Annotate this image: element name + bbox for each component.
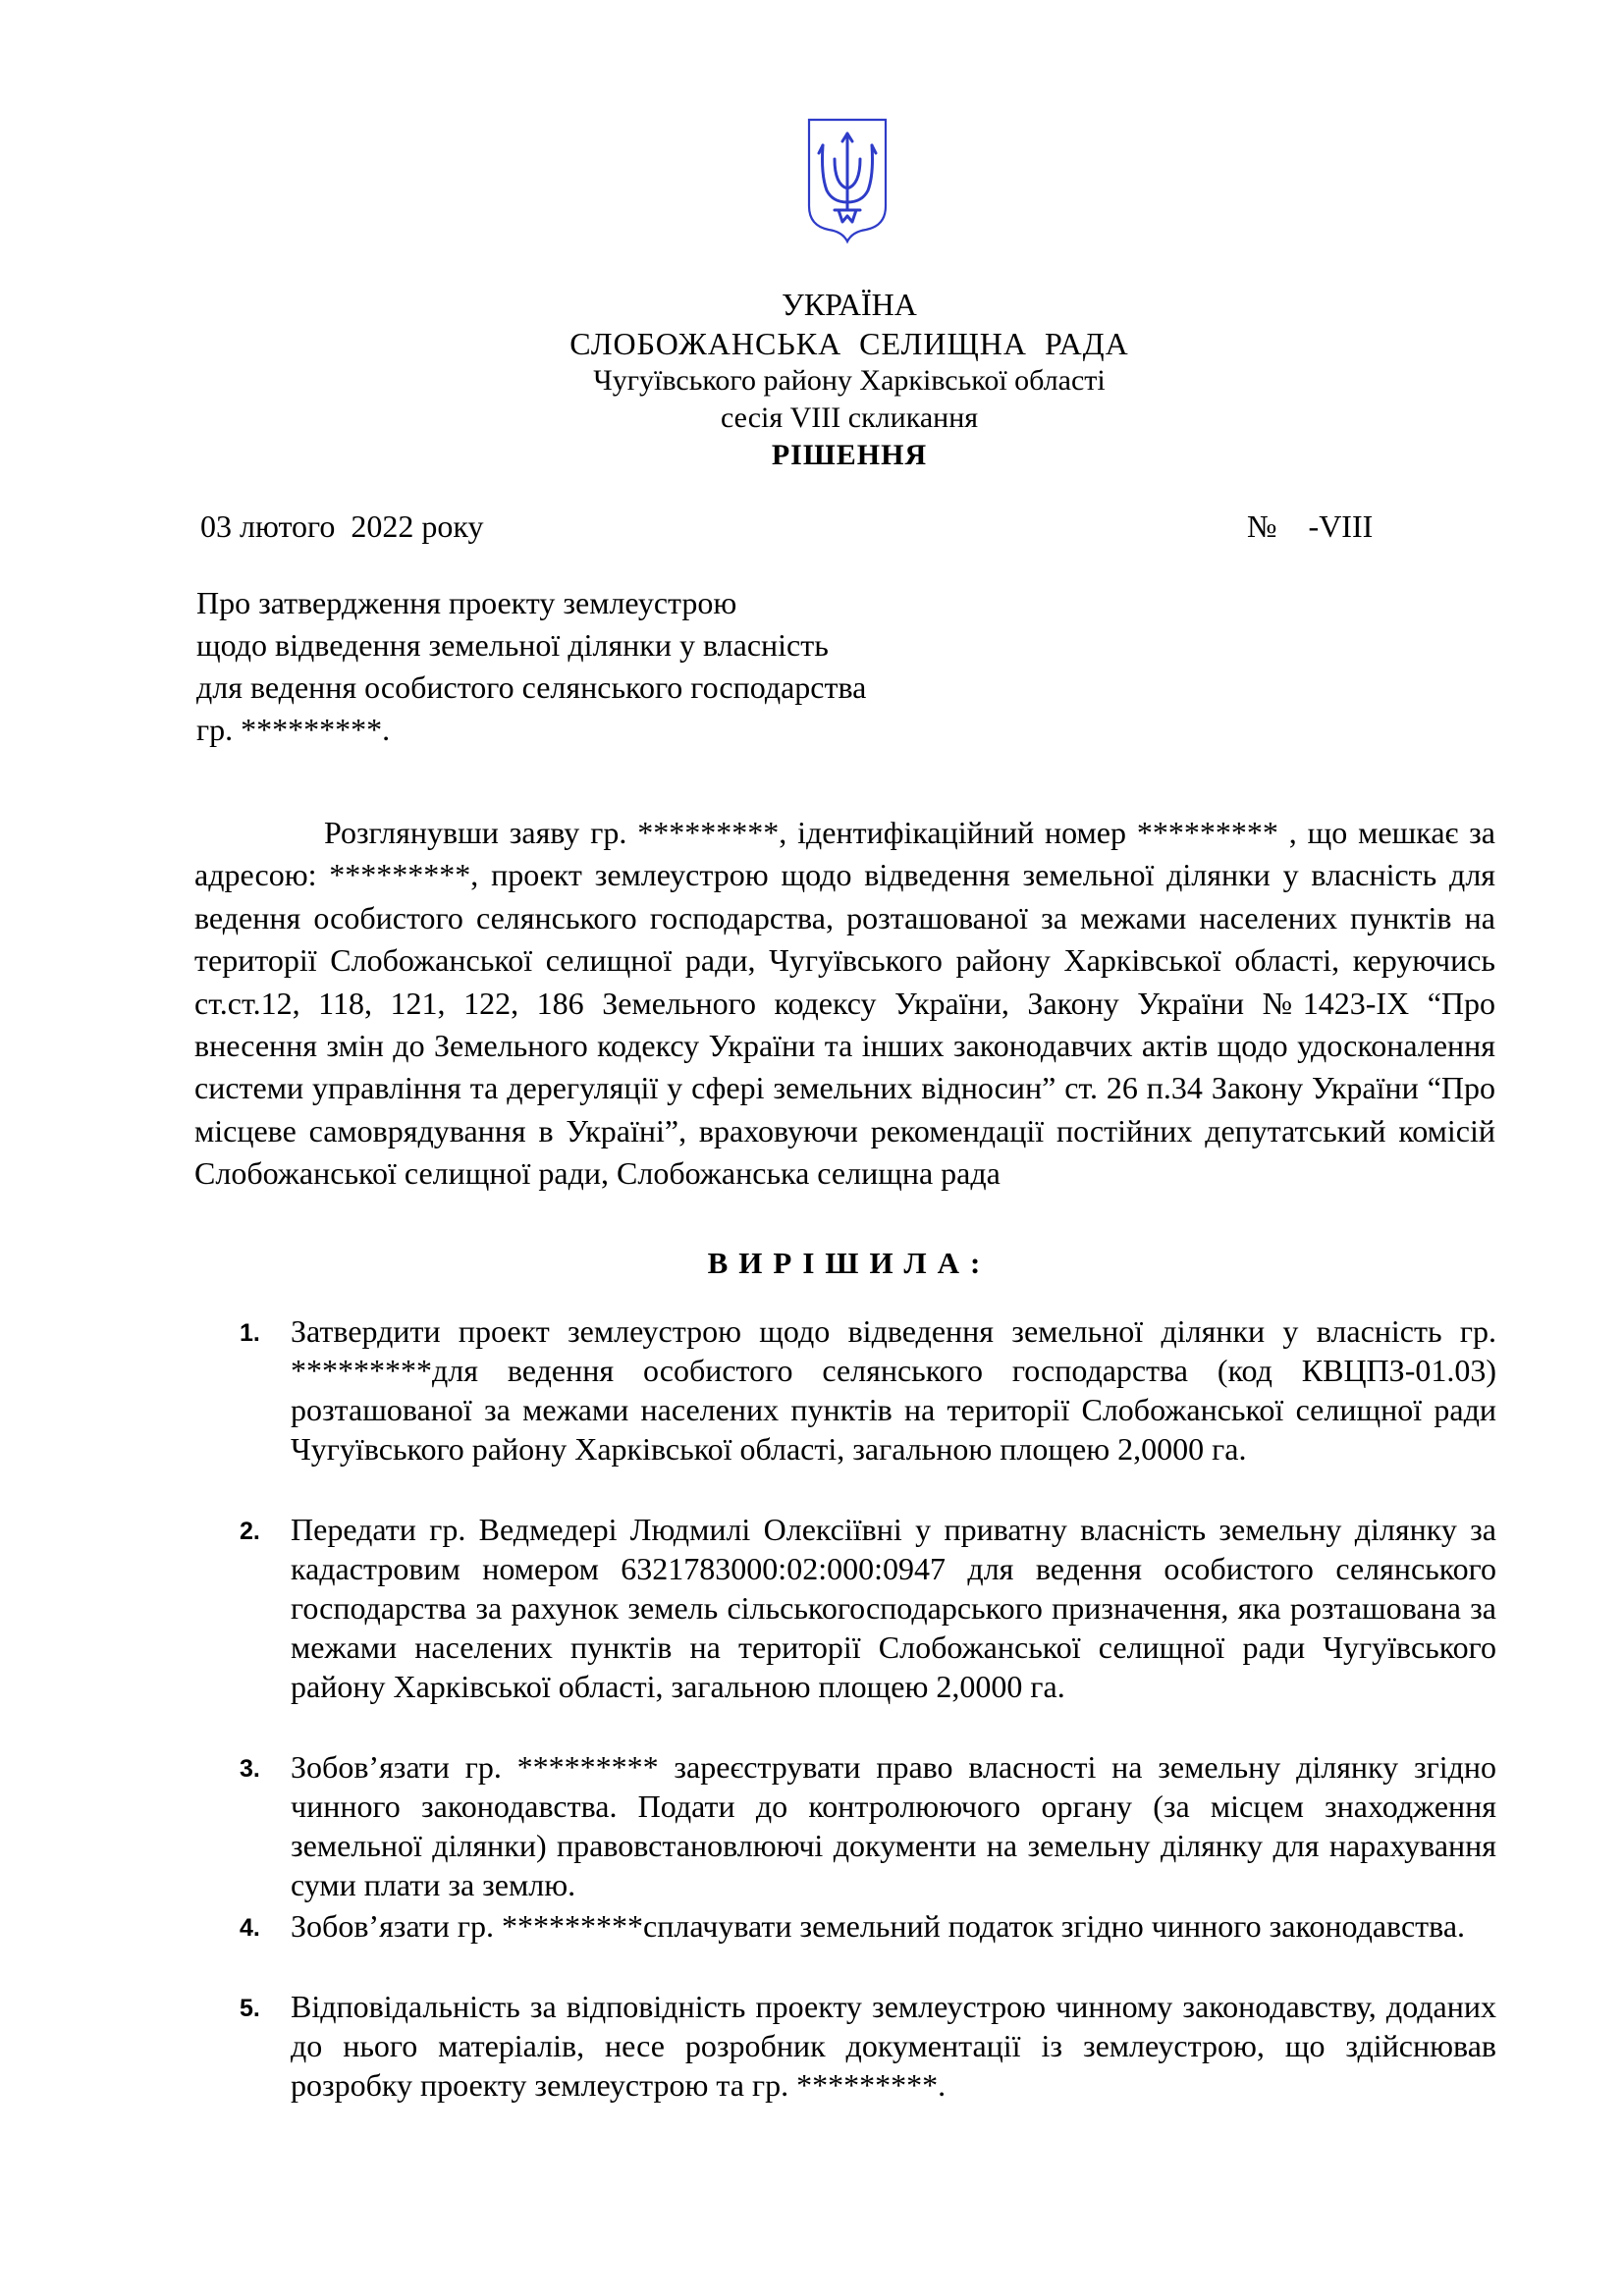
item-number: 3. <box>240 1755 260 1783</box>
decision-number: № -VIII <box>1247 508 1374 544</box>
resolved-heading: ВИРІШИЛА: <box>707 1246 992 1280</box>
item-text: Відповідальність за відповідність проекту землеустрою чинному законодавству, доданих до нього матеріалів, несе розробник документації із землеустрою, що здійснював розробку проекту землеустрою та гр. *********. <box>291 1989 1496 2103</box>
header-country: УКРАЇНА <box>782 287 917 322</box>
resolution-item <box>0 1311 1624 1510</box>
item-number: 2. <box>240 1518 260 1545</box>
header-district: Чугуївського району Харківської області <box>593 364 1106 397</box>
header-session: сесія VIII скликання <box>720 401 979 434</box>
subject-line: Про затвердження проекту землеустрою <box>196 585 737 620</box>
preamble-paragraph: Розглянувши заяву гр. *********, ідентифікаційний номер ********* , що мешкає за адресою: *********, проект землеустрою щодо відведення земельної ділянки у власність для ведення особистого селянського господарства, розташованої за межами населених пунктів на території Слобожанської селищної ради, Чугуївського району Харківської області, керуючись ст.ст.12, 118, 121, 122, 186 Земельного кодексу України, Закону України №1423-IX “Про внесення змін до Земельного кодексу України та інших законодавчих актів щодо удосконалення системи управління та дерегуляції у сфері земельних відносин” ст. 26 п.34 Закону України “Про місцеве самоврядування в Україні”, враховуючи рекомендації постійних депутатський комісій Слобожанської селищної ради, Слобожанська селищна рада <box>194 815 1495 1192</box>
item-text: Зобов’язати гр. *********сплачувати земельний податок згідно чинного законодавства. <box>291 1908 1466 1944</box>
item-number: 4. <box>240 1914 260 1942</box>
resolution-items <box>0 1311 1624 2107</box>
coat-of-arms-icon <box>805 116 890 245</box>
item-number: 1. <box>240 1319 260 1347</box>
header-council: СЛОБОЖАНСЬКА СЕЛИЩНА РАДА <box>569 326 1129 361</box>
item-text: Затвердити проект землеустрою щодо відведення земельної ділянки у власність гр. *********для ведення особистого селянського господарства (код КВЦПЗ-01.03) розташованої за межами населених пунктів на території Слобожанської селищної ради Чугуївського району Харківської області, загальною площею 2,0000 га. <box>291 1313 1496 1467</box>
item-number: 5. <box>240 1995 260 2022</box>
decision-date: 03 лютого 2022 року <box>200 508 484 544</box>
subject-line: для ведення особистого селянського господарства <box>196 669 867 705</box>
resolution-item <box>0 1747 1624 1906</box>
resolution-item <box>0 1510 1624 1747</box>
subject-line: гр. *********. <box>196 712 391 747</box>
subject-line: щодо відведення земельної ділянки у власність <box>196 627 829 663</box>
item-text: Передати гр. Ведмедері Людмилі Олексіївні у приватну власність земельну ділянку за кадастровим номером 6321783000:02:000:0947 для ведення особистого селянського господарства за рахунок земель сільськогосподарського призначення, яка розташована за межами населених пунктів на території Слобожанської селищної ради Чугуївського району Харківської області, загальною площею 2,0000 га. <box>291 1512 1496 1704</box>
resolution-item <box>0 1906 1624 1987</box>
resolution-item <box>0 1987 1624 2107</box>
item-text: Зобов’язати гр. ********* зареєструвати право власності на земельну ділянку згідно чинного законодавства. Подати до контролюючого органу (за місцем знаходження земельної ділянки) правовстановлюючі документи на земельну ділянку для нарахування суми плати за землю. <box>291 1749 1496 1902</box>
document-title: РІШЕННЯ <box>771 439 928 471</box>
decision-subject <box>196 582 866 751</box>
